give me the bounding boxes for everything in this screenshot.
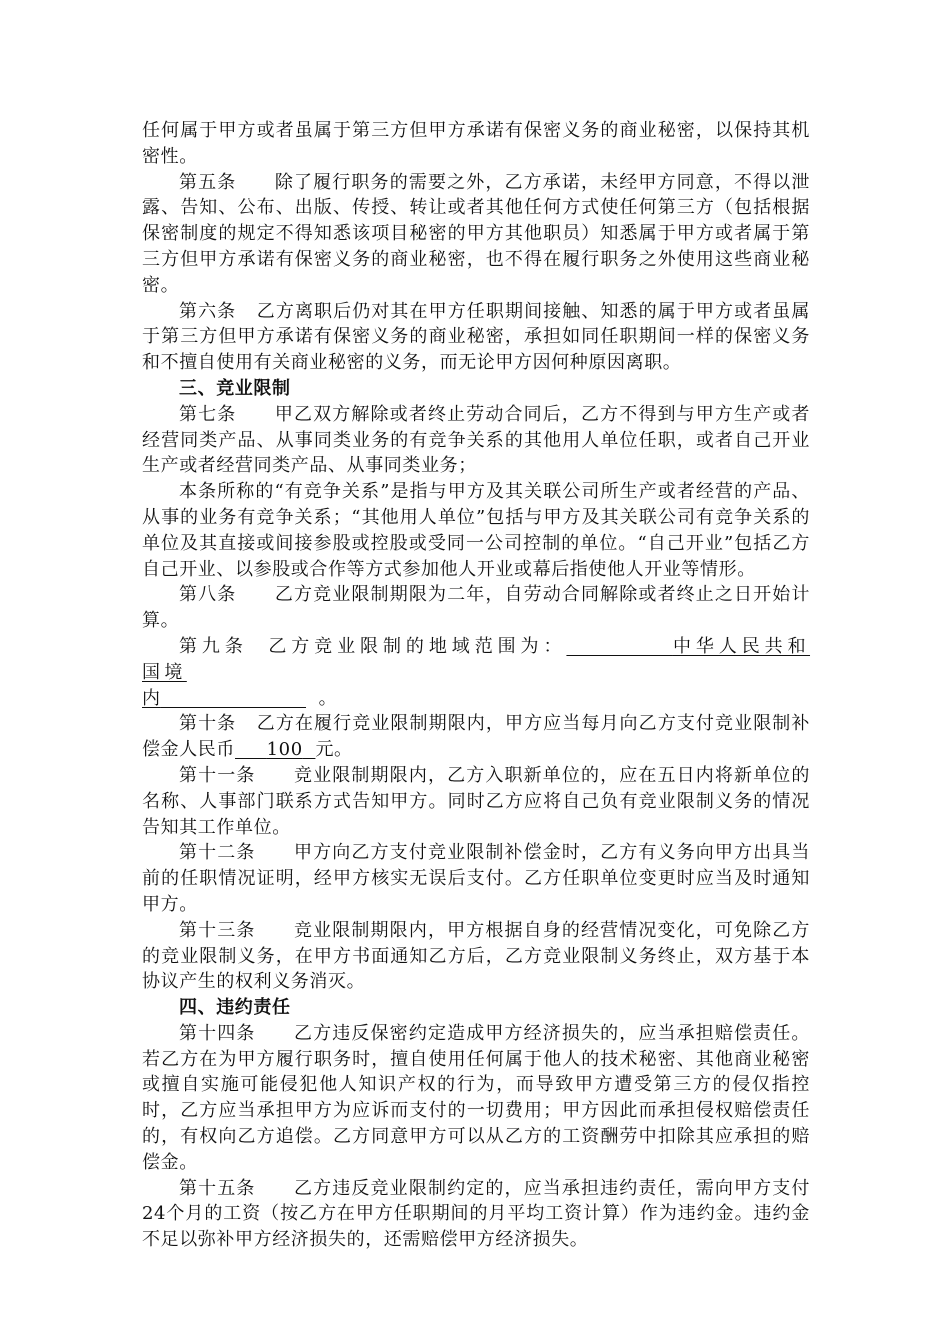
article-9-region-end: 内	[142, 687, 161, 709]
article-14-label: 第十四条	[179, 1022, 256, 1044]
article-15	[142, 1176, 810, 1253]
section-heading-4: 四、违约责任	[179, 997, 291, 1019]
article-12	[142, 840, 810, 917]
document-body	[142, 118, 810, 1253]
article-7-text: 甲乙双方解除或者终止劳动合同后，乙方不得到与甲方生产或者经营同类产品、从事同类业务的有竞争关系的其他用人单位任职，或者自己开业生产或者经营同类产品、从事同类业务；	[142, 403, 810, 477]
article-9-cont	[142, 686, 810, 712]
article-15-label: 第十五条	[179, 1177, 256, 1199]
article-10-label: 第十条	[179, 713, 237, 735]
article-9	[142, 634, 810, 686]
article-6-text: 乙方离职后仍对其在甲方任职期间接触、知悉的属于甲方或者虽属于第三方但甲方承诺有保密义务的商业秘密，承担如同任职期间一样的保密义务和不擅自使用有关商业秘密的义务，而无论甲方因何种原因离职。	[142, 300, 810, 374]
article-12-text: 甲方向乙方支付竞业限制补偿金时，乙方有义务向甲方出具当前的任职情况证明，经甲方核实无误后支付。乙方任职单位变更时应当及时通知甲方。	[142, 842, 810, 915]
article-10-text: 乙方在履行竞业限制期限内，甲方应当每月向乙方支付竞业限制补偿金人民币	[142, 713, 810, 761]
article-5-label: 第五条	[179, 171, 237, 193]
article-8-text: 乙方竞业限制期限为二年，自劳动合同解除或者终止之日开始计算。	[142, 584, 810, 632]
article-5-text: 除了履行职务的需要之外，乙方承诺，未经甲方同意，不得以泄露、告知、公布、出版、传授、转让或者其他任何方式使任何第三方（包括根据保密制度的规定不得知悉该项目秘密的甲方其他职员）知悉属于甲方或者属于第三方但甲方承诺有保密义务的商业秘密，也不得在履行职务之外使用这些商业秘密。	[142, 171, 810, 296]
article-11-label: 第十一条	[179, 764, 256, 786]
article-13	[142, 918, 810, 995]
article-7-label: 第七条	[179, 403, 237, 425]
article-7	[142, 402, 810, 479]
article-9-end: 。	[318, 687, 338, 709]
article-11-text: 竞业限制期限内，乙方入职新单位的，应在五日内将新单位的名称、人事部门联系方式告知甲方。同时乙方应将自己负有竞业限制义务的情况告知其工作单位。	[142, 764, 810, 838]
article-14-text: 乙方违反保密约定造成甲方经济损失的，应当承担赔偿责任。若乙方在为甲方履行职务时，擅自使用任何属于他人的技术秘密、其他商业秘密或擅自实施可能侵犯他人知识产权的行为，而导致甲方遭受第三方的侵仅指控时，乙方应当承担甲方为应诉而支付的一切费用；甲方因此而承担侵权赔偿责任的，有权向乙方追偿。乙方同意甲方可以从乙方的工资酬劳中扣除其应承担的赔偿金。	[142, 1022, 810, 1173]
article-15-text: 乙方违反竞业限制约定的，应当承担违约责任，需向甲方支付24个月的工资（按乙方在甲方任职期间的月平均工资计算）作为违约金。违约金不足以弥补甲方经济损失的，还需赔偿甲方经济损失。	[142, 1177, 810, 1251]
article-10-amount: 100	[266, 739, 303, 761]
article-12-label: 第十二条	[179, 842, 256, 864]
article-11	[142, 763, 810, 840]
article-10	[142, 711, 810, 763]
article-7-note: 本条所称的“有竞争关系”是指与甲方及其关联公司所生产或者经营的产品、从事的业务有竞争关系；“其他用人单位”包括与甲方及其关联公司有竞争关系的单位及其直接或间接参股或控股或受同一公司控制的单位。“自己开业”包括乙方自己开业、以参股或合作等方式参加他人开业或幕后指使他人开业等情形。	[142, 481, 810, 580]
article-6-label: 第六条	[179, 300, 237, 322]
article-5	[142, 170, 810, 299]
article-13-label: 第十三条	[179, 919, 256, 941]
article-9-region: 中华人民共和国境	[142, 635, 811, 683]
paragraph-continuation: 任何属于甲方或者虽属于第三方但甲方承诺有保密义务的商业秘密，以保持其机密性。	[142, 120, 810, 167]
article-9-text: 乙方竞业限制的地域范围为：	[267, 635, 567, 657]
article-8-label: 第八条	[179, 584, 237, 606]
section-heading-3: 三、竞业限制	[179, 377, 291, 399]
article-8	[142, 582, 810, 634]
article-9-label: 第九条	[179, 635, 248, 657]
article-14	[142, 1021, 810, 1176]
article-6	[142, 299, 810, 376]
article-13-text: 竞业限制期限内，甲方根据自身的经营情况变化，可免除乙方的竞业限制义务，在甲方书面通知乙方后，乙方竞业限制义务终止，双方基于本协议产生的权利义务消灭。	[142, 919, 810, 993]
article-10-unit: 元。	[315, 739, 353, 761]
